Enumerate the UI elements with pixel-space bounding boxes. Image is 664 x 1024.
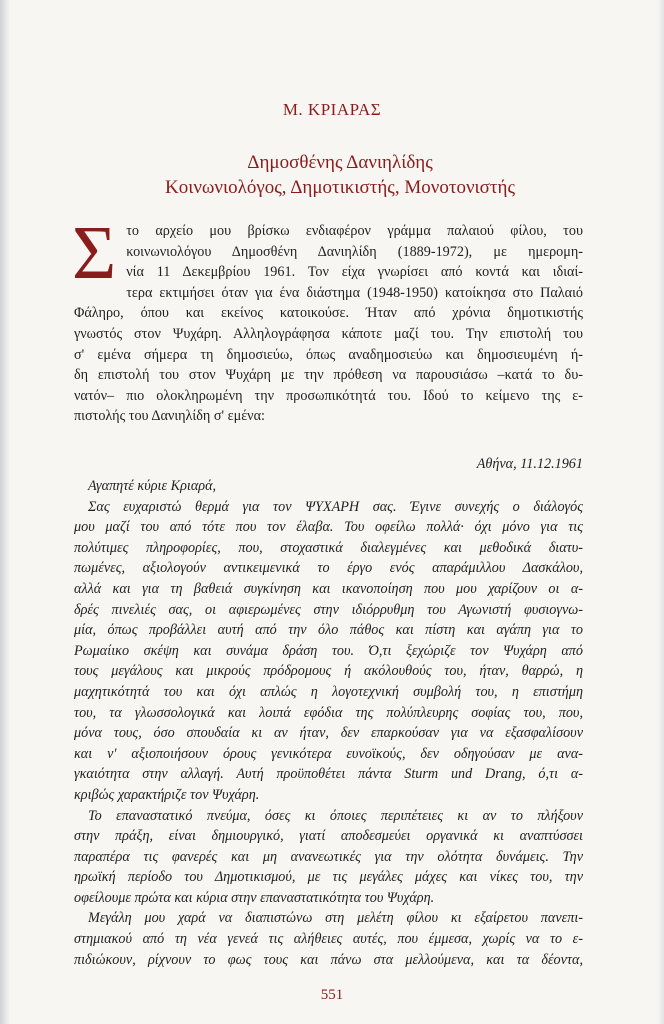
letter-line: πιδιώκουν, ρίχνουν το φως τους και πάνω στα μελλούμενα, και τα δέοντα, [74, 951, 583, 968]
page-number: 551 [320, 987, 344, 1003]
article-title [60, 150, 620, 200]
letter-line: πολύτιμες πληροφορίες, που, στοχαστικά διαλεγμένες και μεθοδικά διατυ- [74, 539, 583, 556]
letter-line: μία, όπως προβάλλει αυτή από την όλο πάθος και πίστη και αγάπη για το [74, 622, 583, 639]
letter-line: πωμένες, αξιολογούν αντικειμενικά το έργο ενός απαράμιλλου Δασκάλου, [74, 560, 583, 577]
intro-line: πιστολής του Δανιηλίδη σ' εμένα: [74, 408, 265, 425]
intro-line: το αρχείο μου βρίσκω ενδιαφέρον γράμμα παλαιού φίλου, του [126, 223, 583, 239]
page-binding-shadow [0, 0, 10, 1024]
intro-paragraph [72, 211, 583, 427]
letter-line: Το επαναστατικό πνεύμα, όσες κι όποιες περιπέτειες κι αν το πλήξουν [88, 807, 583, 824]
letter-dateline: Αθήνα, 11.12.1961 [476, 456, 583, 472]
letter-line: μόνα τους, όσο σπουδαία κι αν ήταν, δεν επαρκούσαν για να εξασφαλίσουν [74, 725, 583, 742]
letter-greeting: Αγαπητέ κύριε Κριαρά, [88, 478, 217, 494]
letter-line: γκαιότητα στην αλλαγή. Αυτή προϋποθέτει πάντα Sturm und Drang, ό,τι α- [74, 766, 583, 783]
intro-line: δη επιστολή του στον Ψυχάρη με την πρόθεση να παρουσιάσω –κατά το δυ- [74, 367, 583, 384]
intro-line: τερα εκτιμήσει όταν για ένα διάστημα (1948-1950) κατοίκησα στο Παλαιό [126, 284, 583, 301]
intro-line: σ' εμένα σήμερα τη δημοσιεύω, όπως αναδημοσιεύω και δημοσιευμένη ή- [74, 346, 583, 363]
letter-body [74, 454, 583, 970]
letter-line: τους μεγάλους και μικρούς πρόδρομους ή ακόλουθούς του, ήταν, θαρρώ, η [74, 663, 583, 680]
intro-line: κοινωνιολόγου Δημοσθένη Δανιηλίδη (1889-1972), με ημερομη- [126, 243, 583, 260]
title-line-1: Δημοσθένης Δανιηλίδης [247, 152, 433, 173]
letter-line: στην πράξη, είναι δημιουργικό, γιατί αποδεσμεύει οργανικά κι αναπτύσσει [74, 828, 583, 845]
letter-line: μαχητικότητά του και όχι απλώς η λογοτεχνική συμβολή του, η επιστήμη [74, 683, 583, 700]
letter-line: μου μαζί του από τότε που τον έλαβα. Του οφείλω πολλά· όχι μόνο για τις [74, 519, 583, 536]
letter-line: Σας ευχαριστώ θερμά για τον ΨΥΧΑΡΗ σας. Έγινε συνεχής ο διάλογός [88, 498, 583, 515]
page-edge [658, 0, 664, 1024]
author-heading: Μ. ΚΡΙΑΡΑΣ [282, 100, 382, 119]
letter-line: του, τα γλωσσολογικά και λοιπά εφόδια της πολύπλευρης σοφίας του, που, [74, 704, 583, 721]
intro-line: νατόν– πιο ολοκληρωμένη την προσωπικότητά του. Ιδού το κείμενο της ε- [74, 387, 583, 404]
letter-line: και ν' αξιοποιήσουν όρους γενικότερα ευνοϊκούς, δεν οδηγούσαν με ανα- [74, 745, 583, 762]
letter-line: οφείλουμε πρώτα και κύρια στην επαναστατικότητα του Ψυχάρη. [74, 889, 435, 906]
intro-line: νία 11 Δεκεμβρίου 1961. Τον είχα γνωρίσει από κοντά και ιδιαί- [126, 264, 583, 281]
drop-cap: Σ [72, 211, 117, 295]
title-line-2: Κοινωνιολόγος, Δημοτικιστής, Μονοτονιστής [165, 177, 515, 198]
letter-line: δρές πινελιές σας, οι αφιερωμένες στην ιδιόρρυθμη του Αγωνιστή φυσιογνω- [74, 601, 583, 618]
letter-line: ηρωϊκή περίοδο του Δημοτικισμού, με τις μεγάλες μάχες και νίκες του, την [74, 869, 583, 886]
letter-line: αλλά και για τη βαθειά συγκίνηση και ικανοποίηση που μου χαρίζουν οι α- [74, 580, 583, 597]
letter-line: στημιακού από τη νέα γενεά τις αλήθειες αυτές, που έμμεσα, χωρίς να το ε- [74, 931, 583, 948]
letter-line: παραπέρα τις φανερές και μη ανανεωτικές για την ολότητα δυνάμεις. Την [74, 848, 583, 865]
intro-line: Φάληρο, όπου και εκείνος κατοικούσε. Ήταν από χρόνια δημοτικιστής [74, 305, 583, 322]
intro-line: γνωστός στον Ψυχάρη. Αλληλογράφησα κάποτε μαζί του. Την επιστολή του [74, 325, 583, 342]
letter-line: κριβώς χαρακτήριζε τον Ψυχάρη. [74, 786, 260, 803]
letter-line: Μεγάλη μου χαρά να διαπιστώνω στη μελέτη φίλου κι εξαίρετου πανεπι- [88, 910, 583, 927]
letter-line: Ρωμαίικο σκέψη και συνάμα δράση του. Ό,τι ξεχώριζε τον Ψυχάρη από [74, 642, 583, 659]
